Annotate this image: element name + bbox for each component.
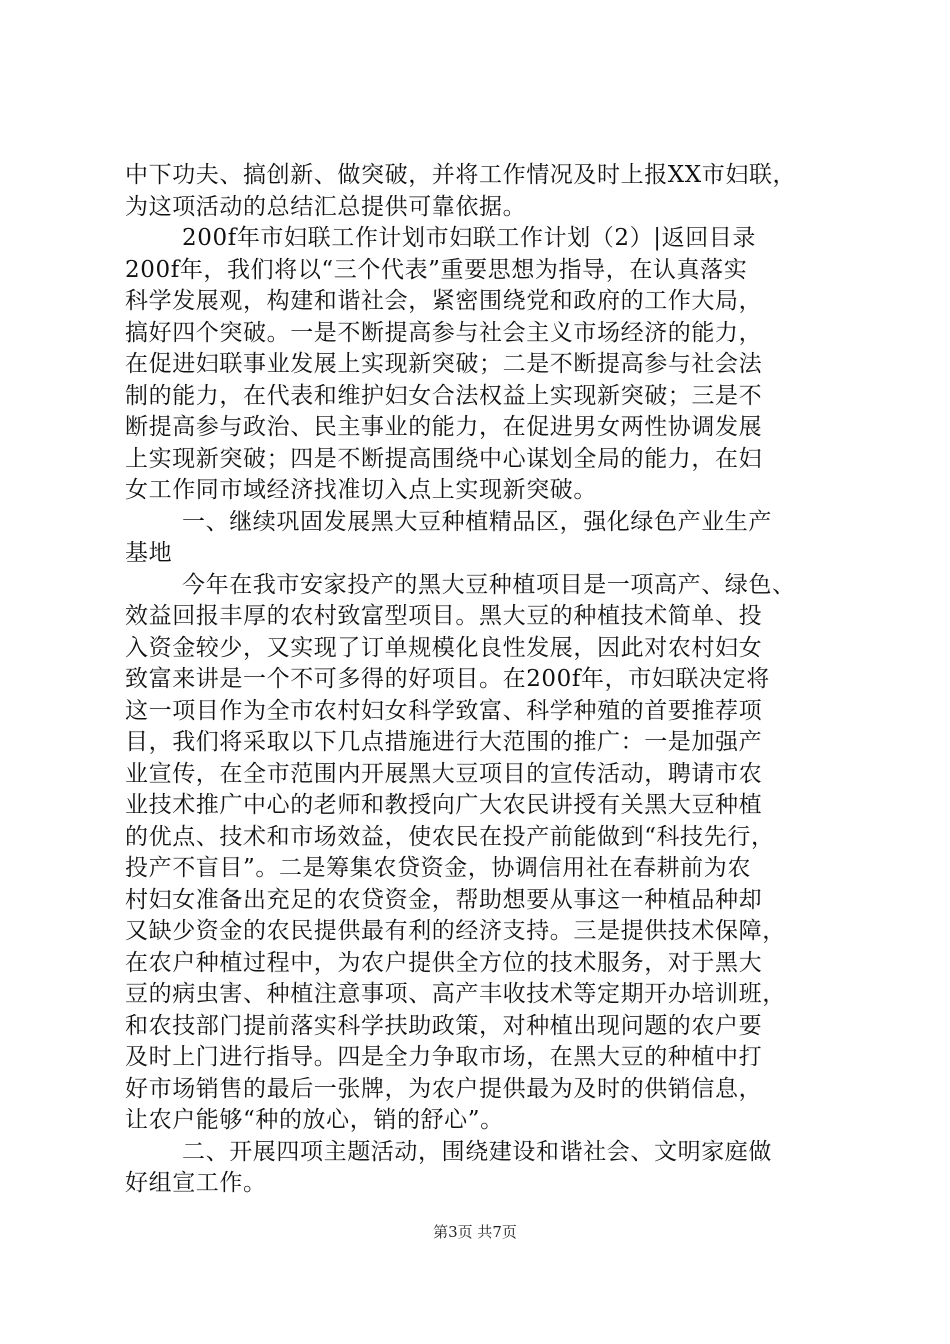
body-text-line: 制的能力，在代表和维护妇女合法权益上实现新突破；三是不: [125, 382, 763, 409]
body-text-line: 又缺少资金的农民提供最有利的经济支持。三是提供技术保障，: [125, 918, 786, 944]
section-heading-line: 二、开展四项主题活动，围绕建设和谐社会、文明家庭做: [182, 1138, 772, 1165]
body-text-line: 为这项活动的总结汇总提供可靠依据。: [125, 193, 527, 220]
body-text-line: 入资金较少，又实现了订单规模化良性发展，因此对农村妇女: [125, 634, 763, 661]
body-text-line: 目，我们将采取以下几点措施进行大范围的推广：一是加强产: [125, 729, 763, 755]
page-number: 第3页 共7页: [433, 1223, 517, 1241]
body-text-line: 今年在我市安家投产的黑大豆种植项目是一项高产、绿色、: [182, 571, 796, 598]
body-text-line: 搞好四个突破。一是不断提高参与社会主义市场经济的能力，: [125, 319, 763, 346]
body-text-line: 豆的病虫害、种植注意事项、高产丰收技术等定期开办培训班，: [125, 981, 786, 1007]
body-text-line: 这一项目作为全市农村妇女科学致富、科学种殖的首要推荐项: [125, 697, 763, 724]
body-text-line: 村妇女准备出充足的农贷资金，帮助想要从事这一种植品种却: [125, 886, 763, 913]
body-text-line: 和农技部门提前落实科学扶助政策，对种植出现问题的农户要: [125, 1012, 763, 1039]
body-text-line: 在农户种植过程中，为农户提供全方位的技术服务，对于黑大: [125, 949, 763, 976]
body-text-line: 业技术推广中心的老师和教授向广大农民讲授有关黑大豆种植: [125, 792, 763, 818]
body-text-line: 及时上门进行指导。四是全力争取市场，在黑大豆的种植中打: [125, 1044, 763, 1070]
body-text-line: 业宣传，在全市范围内开展黑大豆项目的宣传活动，聘请市农: [125, 760, 763, 787]
body-text-line: 断提高参与政治、民主事业的能力，在促进男女两性协调发展: [125, 414, 763, 440]
page-footer: [0, 1222, 950, 1242]
body-text-line: 好市场销售的最后一张牌，为农户提供最为及时的供销信息，: [125, 1075, 763, 1102]
section-heading-line: 200f年市妇联工作计划市妇联工作计划（2）|返回目录: [182, 225, 756, 251]
body-text-line: 女工作同市域经济找准切入点上实现新突破。: [125, 477, 597, 503]
body-text-line: 上实现新突破；四是不断提高围绕中心谋划全局的能力，在妇: [125, 445, 763, 472]
body-text-line: 的优点、技术和市场效益，使农民在投产前能做到“科技先行，: [125, 823, 775, 850]
body-text-line: 让农户能够“种的放心，销的舒心”。: [125, 1107, 504, 1133]
body-text-line: 200f年，我们将以“三个代表”重要思想为指导，在认真落实: [125, 256, 748, 283]
body-text-line: 致富来讲是一个不可多得的好项目。在200f年，市妇联决定将: [125, 666, 770, 692]
section-heading-line: 一、继续巩固发展黑大豆种植精品区，强化绿色产业生产: [182, 508, 772, 535]
body-text-line: 在促进妇联事业发展上实现新突破；二是不断提高参与社会法: [125, 351, 763, 377]
body-text-line: 科学发展观，构建和谐社会，紧密围绕党和政府的工作大局，: [125, 288, 763, 314]
body-text-line: 投产不盲目”。二是筹集农贷资金，协调信用社在春耕前为农: [125, 855, 751, 881]
section-heading-line: 基地: [125, 540, 173, 566]
body-text-line: 中下功夫、搞创新、做突破，并将工作情况及时上报XX市妇联，: [125, 162, 797, 188]
section-heading-line: 好组宣工作。: [125, 1170, 267, 1196]
body-text-line: 效益回报丰厚的农村致富型项目。黑大豆的种植技术简单、投: [125, 603, 763, 629]
